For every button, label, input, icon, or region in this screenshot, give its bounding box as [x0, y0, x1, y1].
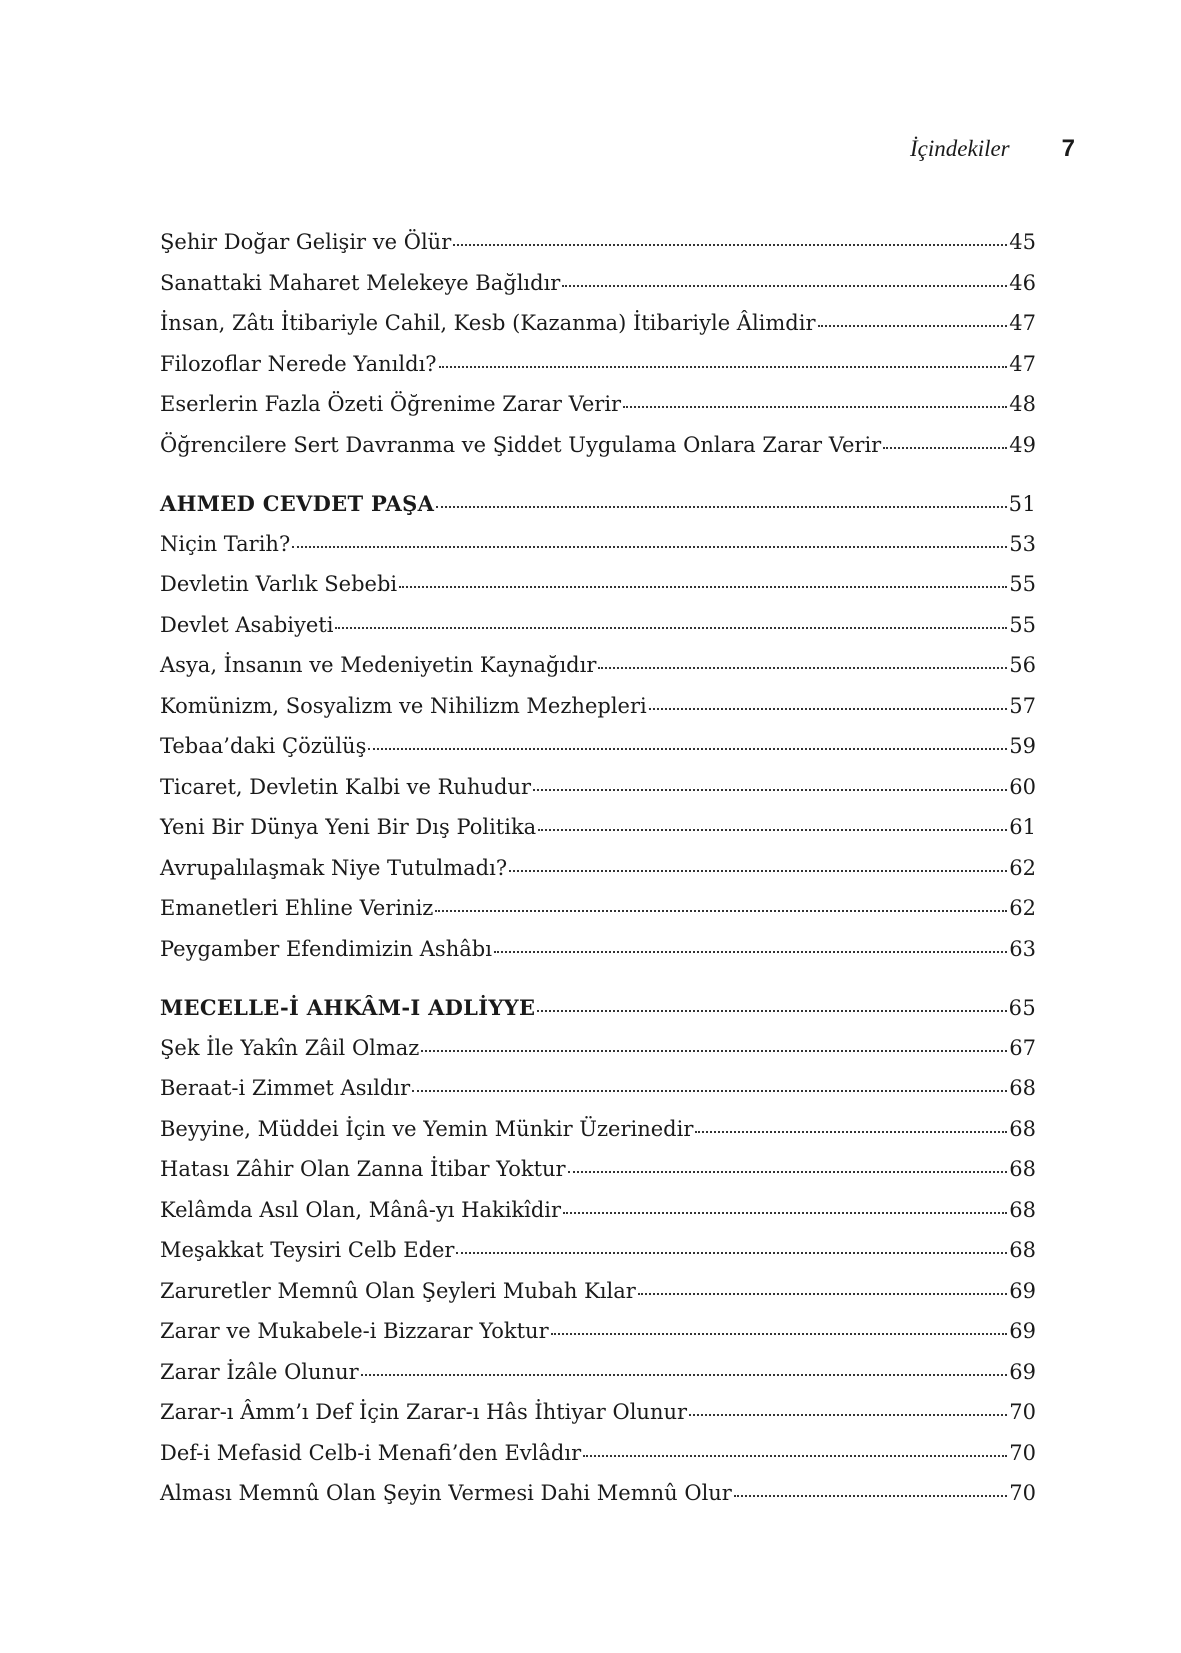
toc-entry-title: Devletin Varlık Sebebi [160, 572, 398, 596]
dot-leader [689, 1414, 1007, 1416]
toc-entry [160, 1078, 1036, 1119]
toc-entry-page: 68 [1009, 1116, 1036, 1141]
toc-entry-title: MECELLE-İ AHKÂM-I ADLİYYE [160, 995, 536, 1020]
toc-entry-page: 69 [1009, 1319, 1036, 1343]
toc-entry-title: Şek İle Yakîn Zâil Olmaz [160, 1035, 420, 1060]
toc-entry [160, 1278, 1036, 1322]
toc-entry-page: 63 [1009, 936, 1036, 961]
toc-entry-page: 70 [1009, 1400, 1036, 1424]
toc-entry-page: 46 [1009, 270, 1036, 295]
toc-entry-page: 65 [1008, 996, 1036, 1020]
dot-leader [439, 366, 1008, 368]
toc-entry [160, 432, 1036, 476]
dot-leader [436, 506, 1006, 508]
running-title: İçindekiler [910, 136, 1010, 161]
toc-entry [160, 817, 1036, 858]
toc-entry-title: Peygamber Efendimizin Ashâbı [160, 936, 492, 961]
toc-section-heading [160, 493, 1036, 534]
toc-entry-page: 47 [1009, 351, 1036, 376]
dot-leader [421, 1050, 1007, 1052]
toc-entry [160, 898, 1036, 939]
toc-entry-page: 69 [1009, 1278, 1036, 1303]
toc-entry-page: 55 [1009, 572, 1036, 596]
toc-entry-page: 68 [1009, 1238, 1036, 1262]
toc-entry-title: Eserlerin Fazla Özeti Öğrenime Zarar Verir [160, 392, 622, 416]
table-of-contents [160, 232, 1036, 1524]
toc-entry-page: 68 [1009, 1157, 1036, 1181]
toc-entry [160, 1321, 1036, 1362]
toc-entry-page: 70 [1009, 1481, 1036, 1505]
toc-entry-page: 45 [1009, 230, 1036, 254]
toc-entry [160, 270, 1036, 314]
toc-entry [160, 574, 1036, 615]
toc-entry [160, 1483, 1036, 1524]
toc-entry-title: AHMED CEVDET PAŞA [160, 491, 435, 516]
toc-entry [160, 936, 1036, 980]
dot-leader [537, 1010, 1006, 1012]
dot-leader [435, 910, 1007, 912]
toc-entry-page: 67 [1009, 1035, 1036, 1060]
dot-leader [623, 406, 1007, 408]
toc-entry [160, 394, 1036, 435]
toc-entry [160, 736, 1036, 777]
dot-leader [494, 951, 1007, 953]
toc-entry [160, 1440, 1036, 1484]
dot-leader [695, 1131, 1007, 1133]
toc-entry-page: 59 [1009, 734, 1036, 758]
toc-entry-title: Zaruretler Memnû Olan Şeyleri Mubah Kılar [160, 1278, 636, 1303]
toc-entry-title: İnsan, Zâtı İtibariyle Cahil, Kesb (Kazanma) İtibariyle Âlimdir [160, 311, 816, 335]
dot-leader [453, 244, 1007, 246]
toc-entry-title: Def-i Mefasid Celb-i Menafi’den Evlâdır [160, 1440, 582, 1465]
toc-entry-title: Zarar-ı Âmm’ı Def İçin Zarar-ı Hâs İhtiyar Olunur [160, 1400, 688, 1424]
dot-leader [583, 1455, 1007, 1457]
toc-entry-title: Öğrencilere Sert Davranma ve Şiddet Uygulama Onlara Zarar Verir [160, 432, 882, 457]
toc-entry-page: 61 [1009, 815, 1036, 839]
toc-entry [160, 1359, 1036, 1403]
toc-entry [160, 612, 1036, 656]
toc-entry-title: Zarar ve Mukabele-i Bizzarar Yoktur [160, 1319, 549, 1343]
toc-entry-title: Devlet Asabiyeti [160, 612, 334, 637]
toc-entry-title: Alması Memnû Olan Şeyin Vermesi Dahi Memnû Olur [160, 1481, 732, 1505]
toc-entry-title: Komünizm, Sosyalizm ve Nihilizm Mezhepleri [160, 693, 647, 718]
toc-entry [160, 1197, 1036, 1241]
toc-entry-page: 53 [1009, 531, 1036, 556]
dot-leader [568, 1171, 1008, 1173]
toc-entry [160, 1159, 1036, 1200]
toc-entry-page: 49 [1009, 432, 1036, 457]
toc-entry [160, 1402, 1036, 1443]
page-number: 7 [1061, 135, 1075, 162]
toc-entry-title: Avrupalılaşmak Niye Tutulmadı? [160, 855, 508, 880]
toc-entry-title: Şehir Doğar Gelişir ve Ölür [160, 230, 452, 254]
toc-entry [160, 774, 1036, 818]
toc-entry-page: 70 [1009, 1440, 1036, 1465]
dot-leader [456, 1252, 1007, 1254]
toc-entry-page: 62 [1009, 855, 1036, 880]
dot-leader [818, 325, 1008, 327]
toc-entry-title: Ticaret, Devletin Kalbi ve Ruhudur [160, 774, 532, 799]
running-header [910, 135, 1075, 167]
toc-entry [160, 351, 1036, 395]
toc-entry [160, 1035, 1036, 1079]
dot-leader [368, 748, 1007, 750]
toc-entry-title: Hatası Zâhir Olan Zanna İtibar Yoktur [160, 1157, 566, 1181]
toc-entry-page: 47 [1009, 311, 1036, 335]
toc-entry-title: Asya, İnsanın ve Medeniyetin Kaynağıdır [160, 653, 597, 677]
toc-entry [160, 1116, 1036, 1160]
dot-leader [562, 285, 1007, 287]
toc-entry-title: Beyyine, Müddei İçin ve Yemin Münkir Üzerinedir [160, 1116, 694, 1141]
toc-entry-title: Yeni Bir Dünya Yeni Bir Dış Politika [160, 815, 537, 839]
toc-entry-page: 48 [1009, 392, 1036, 416]
toc-entry-page: 68 [1009, 1197, 1036, 1222]
dot-leader [533, 789, 1007, 791]
toc-entry [160, 1240, 1036, 1281]
dot-leader [399, 586, 1007, 588]
toc-entry-page: 57 [1009, 693, 1036, 718]
toc-entry-page: 51 [1008, 492, 1036, 516]
dot-leader [335, 627, 1007, 629]
toc-entry-title: Beraat-i Zimmet Asıldır [160, 1076, 411, 1100]
toc-entry-title: Kelâmda Asıl Olan, Mânâ-yı Hakikîdir [160, 1197, 562, 1222]
toc-entry-title: Tebaa’daki Çözülüş [160, 734, 367, 758]
dot-leader [734, 1495, 1007, 1497]
toc-entry [160, 313, 1036, 354]
dot-leader [638, 1293, 1007, 1295]
dot-leader [538, 829, 1007, 831]
dot-leader [883, 447, 1007, 449]
toc-section-heading [160, 997, 1036, 1038]
toc-entry-title: Sanattaki Maharet Melekeye Bağlıdır [160, 270, 561, 295]
toc-entry-title: Filozoflar Nerede Yanıldı? [160, 351, 437, 376]
dot-leader [509, 870, 1007, 872]
toc-entry-page: 56 [1009, 653, 1036, 677]
dot-leader [292, 546, 1007, 548]
dot-leader [649, 708, 1008, 710]
toc-entry-title: Emanetleri Ehline Veriniz [160, 896, 434, 920]
toc-entry-page: 62 [1009, 896, 1036, 920]
toc-entry-page: 68 [1009, 1076, 1036, 1100]
toc-entry [160, 855, 1036, 899]
toc-entry-title: Meşakkat Teysiri Celb Eder [160, 1238, 455, 1262]
dot-leader [361, 1374, 1008, 1376]
toc-entry-title: Zarar İzâle Olunur [160, 1359, 359, 1384]
toc-entry [160, 655, 1036, 696]
toc-entry-title: Niçin Tarih? [160, 531, 291, 556]
toc-entry-page: 60 [1009, 774, 1036, 799]
dot-leader [412, 1090, 1007, 1092]
dot-leader [551, 1333, 1008, 1335]
toc-entry [160, 232, 1036, 273]
toc-entry-page: 55 [1009, 612, 1036, 637]
toc-entry [160, 531, 1036, 575]
toc-entry [160, 693, 1036, 737]
toc-entry-page: 69 [1009, 1359, 1036, 1384]
dot-leader [563, 1212, 1007, 1214]
dot-leader [598, 667, 1007, 669]
